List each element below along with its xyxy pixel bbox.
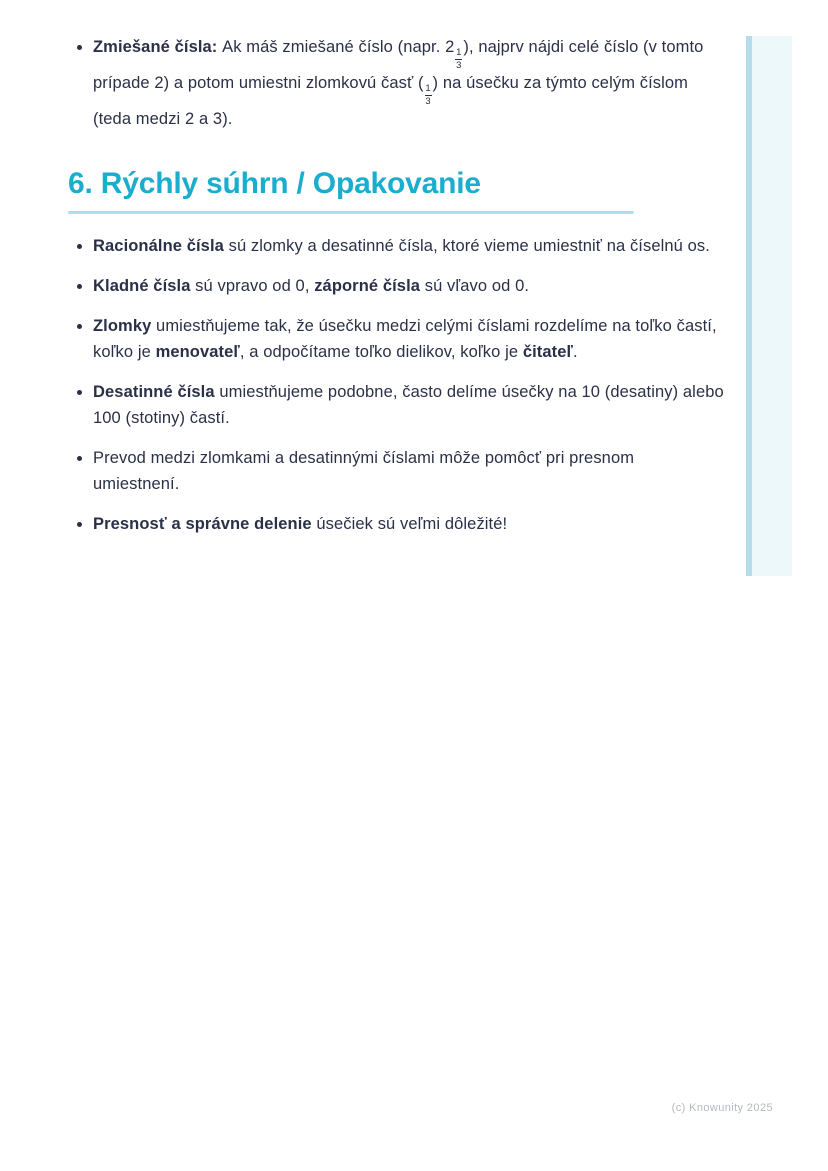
list-item <box>68 445 724 497</box>
list-item <box>68 273 724 299</box>
side-accent-panel <box>746 36 792 576</box>
list-item-text: Presnosť a správne delenie úsečiek sú veľmi dôležité! <box>93 515 508 533</box>
bullet-icon <box>77 324 82 329</box>
bullet-icon <box>77 522 82 527</box>
page-content <box>68 34 724 537</box>
list-item-text: Desatinné čísla umiestňujeme podobne, často delíme úsečky na 10 (desatiny) alebo 100 (stotiny) častí. <box>93 383 724 427</box>
list-item <box>68 313 724 365</box>
section-heading: 6. Rýchly súhrn / Opakovanie <box>68 167 481 200</box>
bullet-icon <box>77 390 82 395</box>
list-item-text: Zlomky umiestňujeme tak, že úsečku medzi celými číslami rozdelíme na toľko častí, koľko je menovateľ, a odpočítame toľko dielikov, koľko je čitateľ. <box>93 317 717 361</box>
summary-list <box>68 233 724 537</box>
fraction: $\frac{1}{3}$ <box>425 83 431 107</box>
bullet-icon <box>77 456 82 461</box>
list-item <box>68 379 724 431</box>
list-item-text: Kladné čísla sú vpravo od 0, záporné čísla sú vľavo od 0. <box>93 277 530 295</box>
fraction: $\frac{1}{3}$ <box>456 47 462 71</box>
bullet-icon <box>77 45 82 50</box>
intro-list <box>68 34 724 132</box>
bullet-icon <box>77 244 82 249</box>
list-item <box>68 233 724 259</box>
heading-divider <box>68 211 634 214</box>
footer-copyright: (c) Knowunity 2025 <box>671 1102 773 1114</box>
bullet-icon <box>77 284 82 289</box>
list-item-text: Racionálne čísla sú zlomky a desatinné čísla, ktoré vieme umiestniť na číselnú os. <box>93 237 710 255</box>
list-item <box>68 34 724 132</box>
list-item-text: Zmiešané čísla: Ak máš zmiešané číslo (napr. 2 $\frac{1}{3}$ ), najprv nájdi celé číslo (v tomto prípade 2) a potom umiestni zlomkovú časť ( $\frac{1}{3}$ ) na úsečku za týmto celým číslom (teda medzi 2 a 3). <box>93 38 704 128</box>
list-item <box>68 511 724 537</box>
list-item-text: Prevod medzi zlomkami a desatinnými číslami môže pomôcť pri presnom umiestnení. <box>93 449 635 493</box>
